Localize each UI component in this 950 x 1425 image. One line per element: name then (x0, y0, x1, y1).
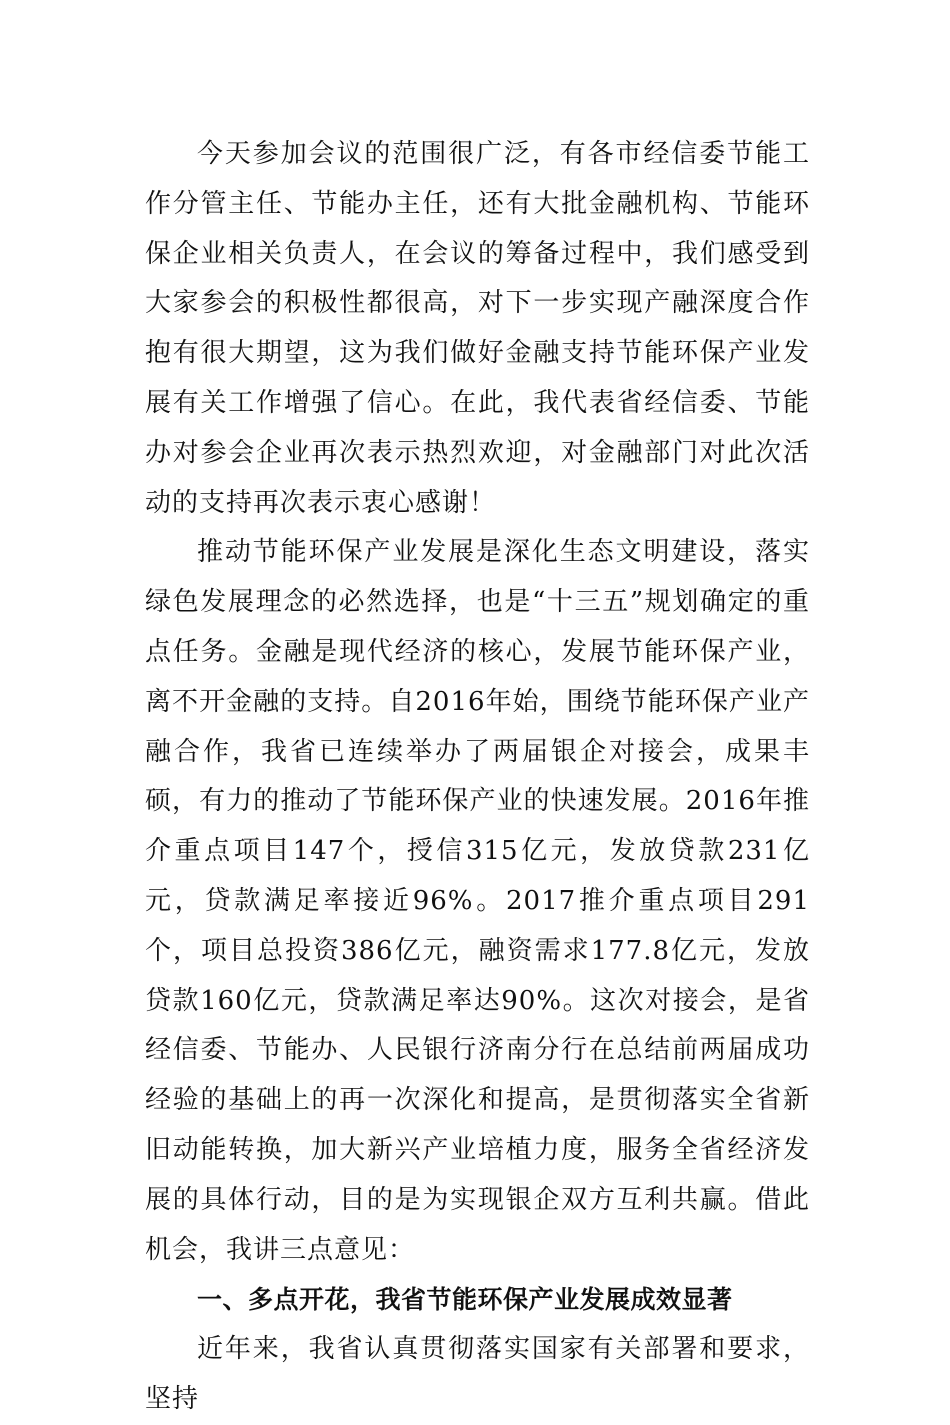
paragraph-section-intro: 近年来，我省认真贯彻落实国家有关部署和要求，坚持 (145, 1334, 810, 1414)
paragraph-background: 推动节能环保产业发展是深化生态文明建设，落实绿色发展理念的必然选择，也是“十三五”规划确定的重点任务。金融是现代经济的核心，发展节能环保产业，离不开金融的支持。自2016年始，围绕节能环保产业产融合作，我省已连续举办了两届银企对接会，成果丰硕，有力的推动了节能环保产业的快速发展。2016年推介重点项目147个，授信315亿元，发放贷款231亿元，贷款满足率接近96%。2017推介重点项目291个，项目总投资386亿元，融资需求177.8亿元，发放贷款160亿元，贷款满足率达90%。这次对接会，是省经信委、节能办、人民银行济南分行在总结前两届成功经验的基础上的再一次深化和提高，是贯彻落实全省新旧动能转换，加大新兴产业培植力度，服务全省经济发展的具体行动，目的是为实现银企双方互利共赢。借此机会，我讲三点意见： (145, 537, 810, 1265)
document-body (145, 130, 810, 1425)
section-heading: 一、多点开花，我省节能环保产业发展成效显著 (197, 1285, 733, 1315)
paragraph-welcome: 今天参加会议的范围很广泛，有各市经信委节能工作分管主任、节能办主任，还有大批金融机构、节能环保企业相关负责人，在会议的筹备过程中，我们感受到大家参会的积极性都很高，对下一步实现产融深度合作抱有很大期望，这为我们做好金融支持节能环保产业发展有关工作增强了信心。在此，我代表省经信委、节能办对参会企业再次表示热烈欢迎，对金融部门对此次活动的支持再次表示衷心感谢！ (145, 139, 810, 518)
